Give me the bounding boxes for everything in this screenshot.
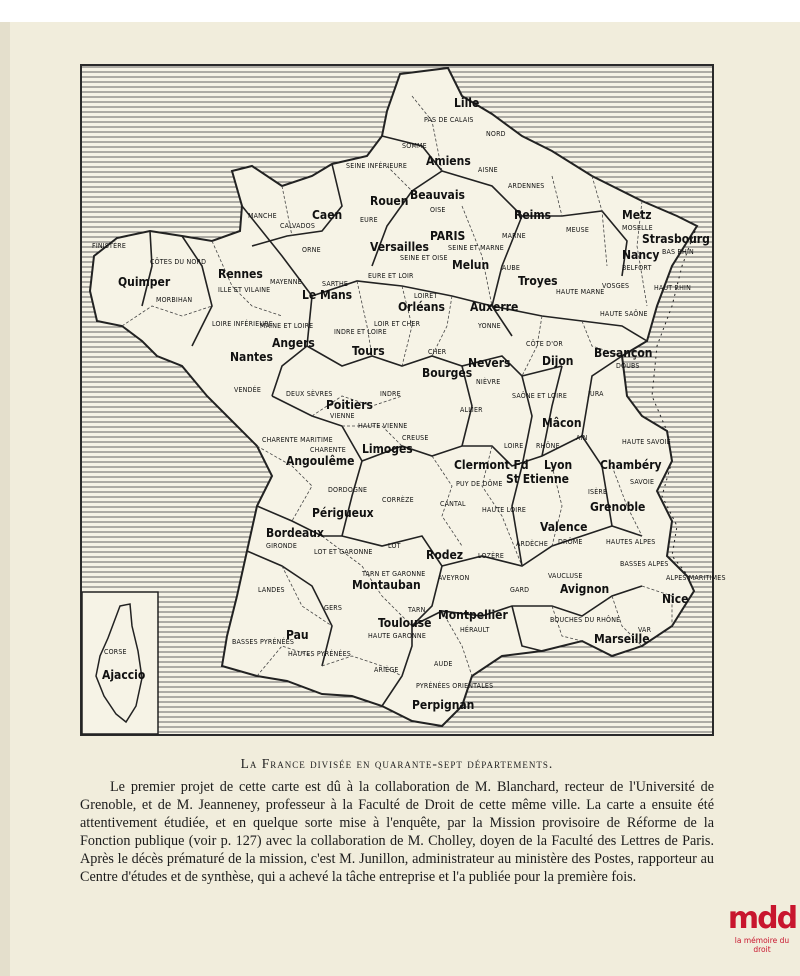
- dept-label: NIÈVRE: [476, 378, 501, 386]
- city-auxerre: Auxerre: [470, 300, 519, 314]
- dept-label: DORDOGNE: [328, 486, 368, 494]
- dept-label: MEUSE: [566, 226, 590, 234]
- map-caption: [80, 756, 714, 772]
- city-nevers: Nevers: [468, 356, 511, 370]
- city-bourges: Bourges: [422, 366, 473, 380]
- dept-label: MORBIHAN: [156, 296, 193, 304]
- city-stetienne: St Etienne: [506, 472, 569, 486]
- dept-label: VOSGES: [602, 282, 630, 290]
- dept-label: MANCHE: [248, 212, 277, 220]
- dept-label: BASSES ALPES: [620, 560, 669, 568]
- city-besancon: Besançon: [594, 346, 653, 360]
- dept-label: EURE ET LOIR: [368, 272, 414, 280]
- dept-label: HAUTE MARNE: [556, 288, 605, 296]
- dept-label: VENDÉE: [234, 386, 262, 394]
- city-grenoble: Grenoble: [590, 500, 646, 514]
- city-nice: Nice: [662, 592, 689, 606]
- logo-mark: mdd: [727, 901, 797, 936]
- dept-label: SEINE ET OISE: [400, 254, 448, 262]
- dept-label: SEINE ET MARNE: [448, 244, 504, 252]
- city-chambery: Chambéry: [600, 458, 662, 472]
- dept-label: AISNE: [478, 166, 498, 174]
- dept-label: ARIÈGE: [374, 666, 399, 674]
- dept-label: HAUTE GARONNE: [368, 632, 426, 640]
- city-lille: Lille: [454, 96, 480, 110]
- dept-label: EURE: [360, 216, 378, 224]
- dept-label: OISE: [430, 206, 446, 214]
- dept-label: DOUBS: [616, 362, 640, 370]
- city-valence: Valence: [540, 520, 588, 534]
- dept-label: BELFORT: [622, 264, 652, 272]
- dept-label: INDRE: [380, 390, 401, 398]
- dept-label: SARTHE: [322, 280, 349, 288]
- dept-label: CÔTE D'OR: [526, 340, 563, 348]
- dept-label: ARDÈCHE: [516, 540, 549, 548]
- city-reims: Reims: [514, 208, 552, 222]
- city-pau: Pau: [286, 628, 309, 642]
- dept-label: HAUTE SAVOIE: [622, 438, 671, 446]
- city-dijon: Dijon: [542, 354, 574, 368]
- city-versailles: Versailles: [370, 240, 429, 254]
- caption-text: La France divisée en quarante-sept départements.: [240, 756, 554, 771]
- dept-label: TARN ET GARONNE: [362, 570, 426, 578]
- dept-label: LOIRE INFÉRIEURE: [212, 320, 273, 328]
- city-toulouse: Toulouse: [378, 616, 432, 630]
- dept-label: BASSES PYRÉNÉES: [232, 638, 295, 646]
- dept-label: ALLIER: [460, 406, 483, 414]
- mdd-logo: [726, 902, 798, 956]
- city-nancy: Nancy: [622, 248, 660, 262]
- logo-tagline: la mémoire du droit: [734, 936, 790, 954]
- city-melun: Melun: [452, 258, 490, 272]
- dept-label: TARN: [408, 606, 426, 614]
- city-nantes: Nantes: [230, 350, 273, 364]
- dept-label: AVEYRON: [438, 574, 470, 582]
- city-lemans: Le Mans: [302, 288, 353, 302]
- dept-label: GIRONDE: [266, 542, 298, 550]
- city-strasbourg: Strasbourg: [642, 232, 710, 246]
- dept-label: LOT ET GARONNE: [314, 548, 373, 556]
- dept-label: DRÔME: [558, 538, 583, 546]
- city-metz: Metz: [622, 208, 652, 222]
- body-paragraph: Le premier projet de cette carte est dû à la collaboration de M. Blanchard, recteur de l'Université de Grenoble, et de M. Jeanneney, professeur à la Faculté de Droit de cette même ville. La carte a ensuite été attentivement étudiée, et en quelque sorte mise à l'enquête, par la Mission provisoire de Réforme de la Fonction publique (voir p. 127) avec la collaboration de M. Cholley, doyen de la Faculté des Lettres de Paris. Après le décès prématuré de la mission, c'est M. Junillon, administrateur au ministère des Postes, rapporteur au Centre d'études et de synthèse, qui a achevé la tâche entreprise et l'a publiée pour la première fois.: [80, 779, 714, 885]
- dept-label: CHER: [428, 348, 447, 356]
- dept-label: HAUTE SAÔNE: [600, 310, 648, 318]
- city-macon: Mâcon: [542, 416, 582, 430]
- city-avignon: Avignon: [560, 582, 610, 596]
- city-rennes: Rennes: [218, 267, 263, 281]
- city-montpellier: Montpellier: [438, 608, 508, 622]
- city-poitiers: Poitiers: [326, 398, 373, 412]
- dept-label: JURA: [588, 390, 604, 398]
- dept-label: PAS DE CALAIS: [424, 116, 474, 124]
- dept-label: ISÈRE: [588, 488, 608, 496]
- city-perpignan: Perpignan: [412, 698, 475, 712]
- dept-label: BAS RHIN: [662, 248, 694, 256]
- dept-label: HAUTE LOIRE: [482, 506, 527, 514]
- dept-label: LOIR ET CHER: [374, 320, 421, 328]
- dept-label: SOMME: [402, 142, 427, 150]
- dept-label: AIN: [576, 434, 588, 442]
- dept-label: MAINE ET LOIRE: [260, 322, 314, 330]
- dept-label: VAUCLUSE: [548, 572, 583, 580]
- dept-label: NORD: [486, 130, 506, 138]
- dept-label: HÉRAULT: [460, 626, 490, 634]
- city-paris: PARIS: [430, 229, 466, 243]
- page-top-strip: [0, 0, 800, 22]
- dept-label: SEINE INFÉRIEURE: [346, 162, 408, 170]
- dept-label: BOUCHES DU RHÔNE: [550, 616, 621, 624]
- france-map: [80, 64, 726, 736]
- dept-label: ILLE ET VILAINE: [218, 286, 271, 294]
- city-montauban: Montauban: [352, 578, 421, 592]
- dept-label: ORNE: [302, 246, 321, 254]
- dept-label: DEUX SÈVRES: [286, 390, 333, 398]
- dept-label: LOIRE: [504, 442, 524, 450]
- dept-label: YONNE: [478, 322, 501, 330]
- city-beauvais: Beauvais: [410, 188, 465, 202]
- dept-label: HAUTE VIENNE: [358, 422, 408, 430]
- dept-label: LOT: [388, 542, 401, 550]
- dept-label: GARD: [510, 586, 530, 594]
- dept-label: CHARENTE: [310, 446, 346, 454]
- dept-label: MAYENNE: [270, 278, 302, 286]
- dept-label: SAÔNE ET LOIRE: [512, 392, 568, 400]
- dept-label: HAUT RHIN: [654, 284, 691, 292]
- dept-label: CÔTES DU NORD: [150, 258, 207, 266]
- dept-label: VAR: [638, 626, 652, 634]
- city-rouen: Rouen: [370, 194, 409, 208]
- dept-label: SAVOIE: [630, 478, 655, 486]
- dept-label: RHÔNE: [536, 442, 560, 450]
- dept-label: CORRÈZE: [382, 496, 414, 504]
- corse-label: CORSE: [104, 648, 127, 656]
- dept-label: CHARENTE MARITIME: [262, 436, 333, 444]
- city-perigueux: Périgueux: [312, 506, 374, 520]
- dept-label: VIENNE: [330, 412, 355, 420]
- city-angers: Angers: [272, 336, 315, 350]
- dept-label: HAUTES ALPES: [606, 538, 656, 546]
- city-ajaccio: Ajaccio: [102, 668, 146, 682]
- dept-label: GERS: [324, 604, 343, 612]
- city-clermont: Clermont Fd: [454, 458, 529, 472]
- city-tours: Tours: [352, 344, 385, 358]
- page-left-edge: [0, 22, 10, 976]
- city-angouleme: Angoulême: [286, 454, 355, 468]
- dept-label: AUBE: [502, 264, 521, 272]
- dept-label: LOIRET: [414, 292, 438, 300]
- dept-label: ARDENNES: [508, 182, 545, 190]
- dept-label: PYRÉNÉES ORIENTALES: [416, 682, 494, 690]
- dept-label: FINISTÈRE: [92, 242, 127, 250]
- dept-label: CREUSE: [402, 434, 429, 442]
- dept-label: CANTAL: [440, 500, 466, 508]
- city-marseille: Marseille: [594, 632, 650, 646]
- city-quimper: Quimper: [118, 275, 171, 289]
- dept-label: ALPES MARITIMES: [666, 574, 726, 582]
- dept-label: AUDE: [434, 660, 453, 668]
- city-troyes: Troyes: [518, 274, 558, 288]
- dept-label: HAUTES PYRÉNÉES: [288, 650, 351, 658]
- dept-label: MARNE: [502, 232, 526, 240]
- city-bordeaux: Bordeaux: [266, 526, 324, 540]
- dept-label: LANDES: [258, 586, 285, 594]
- city-amiens: Amiens: [426, 154, 471, 168]
- dept-label: PUY DE DÔME: [456, 480, 503, 488]
- city-caen: Caen: [312, 208, 343, 222]
- city-rodez: Rodez: [426, 548, 464, 562]
- dept-label: LOZÈRE: [478, 552, 505, 560]
- city-orleans: Orléans: [398, 300, 445, 314]
- dept-label: CALVADOS: [280, 222, 316, 230]
- dept-label: INDRE ET LOIRE: [334, 328, 387, 336]
- dept-label: MOSELLE: [622, 224, 653, 232]
- city-limoges: Limoges: [362, 442, 413, 456]
- city-lyon: Lyon: [544, 458, 573, 472]
